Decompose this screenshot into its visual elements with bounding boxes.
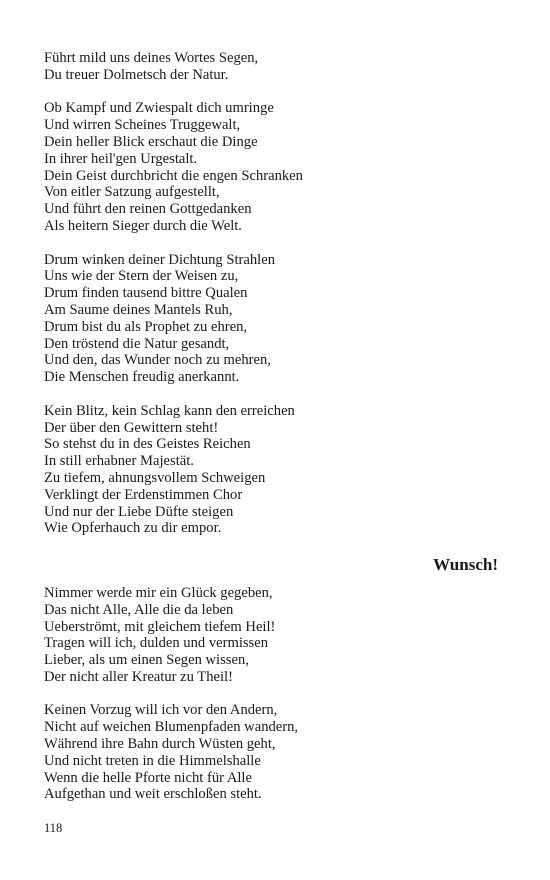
- verse-line: Lieber, als um einen Segen wissen,: [44, 652, 249, 669]
- verse-line: Während ihre Bahn durch Wüsten geht,: [44, 736, 276, 753]
- verse-line: Dein Geist durchbricht die engen Schranken: [44, 167, 303, 184]
- verse-line: Drum bist du als Prophet zu ehren,: [44, 318, 248, 335]
- verse-line: Verklingt der Erdenstimmen Chor: [44, 486, 243, 503]
- stanza: [44, 50, 510, 84]
- verse-line: Drum finden tausend bittre Qualen: [44, 285, 248, 302]
- verse-line: Wenn die helle Pforte nicht für Alle: [44, 769, 252, 786]
- verse-line: Dein heller Blick erschaut die Dinge: [44, 133, 258, 150]
- verse-line: Führt mild uns deines Wortes Segen,: [44, 50, 259, 66]
- verse-line: In ihrer heil'gen Urgestalt.: [44, 150, 198, 167]
- verse-line: Nicht auf weichen Blumenpfaden wandern,: [44, 719, 299, 736]
- verse-line: Uns wie der Stern der Weisen zu,: [44, 268, 239, 285]
- verse-line: Den tröstend die Natur gesandt,: [44, 335, 230, 352]
- poem-title: Wunsch!: [433, 554, 498, 574]
- verse-line: Und den, das Wunder noch zu mehren,: [44, 352, 271, 369]
- verse-line: In still erhabner Majestät.: [44, 453, 194, 470]
- verse-line: Und wirren Scheines Truggewalt,: [44, 117, 241, 134]
- stanza: [44, 100, 510, 234]
- page-number: 118: [44, 821, 63, 835]
- verse-line: Von eitler Satzung aufgestellt,: [44, 184, 220, 201]
- stanza: [44, 702, 510, 803]
- verse-line: Kein Blitz, kein Schlag kann den erreichen: [44, 402, 295, 419]
- verse-line: Als heitern Sieger durch die Welt.: [44, 217, 242, 234]
- verse-line: Und nur der Liebe Düfte steigen: [44, 503, 234, 520]
- verse-line: Aufgethan und weit erschloßen steht.: [44, 786, 262, 803]
- verse-line: So stehst du in des Geistes Reichen: [44, 436, 251, 453]
- stanza: [44, 252, 510, 386]
- verse-line: Am Saume deines Mantels Ruh,: [44, 301, 233, 318]
- verse-line: Ob Kampf und Zwiespalt dich umringe: [44, 100, 274, 117]
- verse-line: Nimmer werde mir ein Glück gegeben,: [44, 584, 273, 601]
- stanza: [44, 585, 510, 686]
- verse-line: Tragen will ich, dulden und vermissen: [44, 635, 269, 652]
- verse-line: Und nicht treten in die Himmelshalle: [44, 752, 261, 769]
- verse-line: Du treuer Dolmetsch der Natur.: [44, 66, 229, 83]
- verse-line: Ueberströmt, mit gleichem tiefem Heil!: [44, 618, 276, 635]
- page-content: [44, 50, 510, 820]
- stanza: [44, 403, 510, 537]
- verse-line: Der nicht aller Kreatur zu Theil!: [44, 668, 233, 685]
- verse-line: Die Menschen freudig anerkannt.: [44, 369, 240, 386]
- verse-line: Und führt den reinen Gottgedanken: [44, 201, 252, 218]
- verse-line: Keinen Vorzug will ich vor den Andern,: [44, 702, 278, 719]
- verse-line: Drum winken deiner Dichtung Strahlen: [44, 251, 276, 268]
- verse-line: Zu tiefem, ahnungsvollem Schweigen: [44, 469, 266, 486]
- verse-line: Wie Opferhauch zu dir empor.: [44, 520, 222, 537]
- verse-line: Das nicht Alle, Alle die da leben: [44, 601, 234, 618]
- verse-line: Der über den Gewittern steht!: [44, 419, 219, 436]
